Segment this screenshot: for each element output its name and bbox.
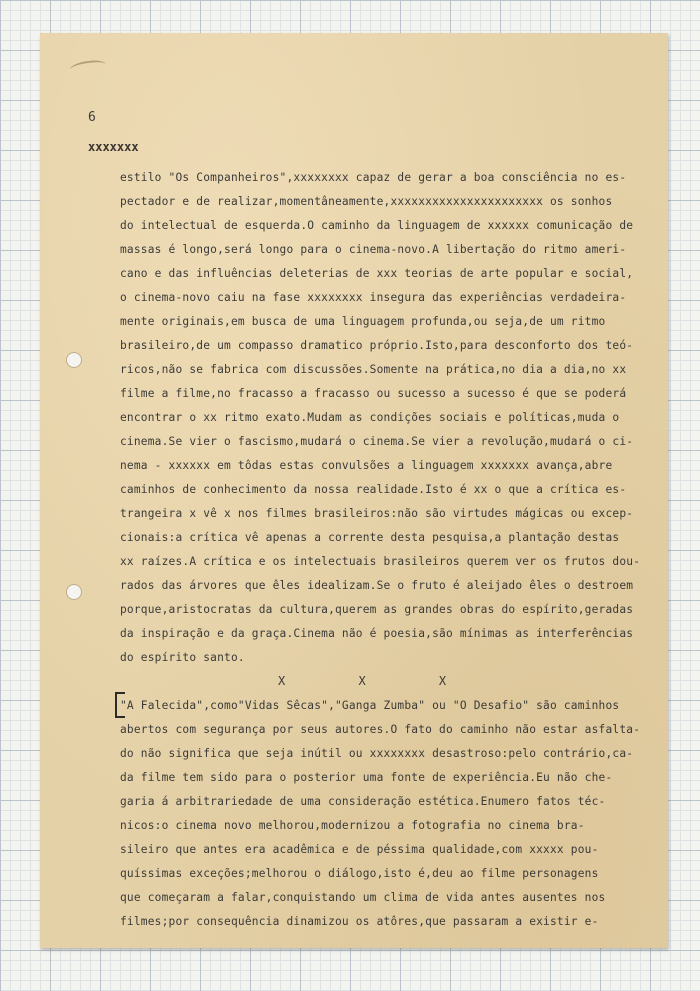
text-line: cano e das influências deleterias de xxx teorias de arte popular e social, [120,267,634,280]
text-line: cionais:a crítica vê apenas a corrente desta pesquisa,a plantação destas [120,531,620,544]
text-line: estilo "Os Companheiros",xxxxxxxx capaz de gerar a boa consciência no es- [120,171,627,184]
text-line: cinema.Se vier o fascismo,mudará o cinema.Se vier a revolução,mudará o ci- [120,435,634,448]
text-line: brasileiro,de um compasso dramatico próprio.Isto,para desconforto dos teó- [120,339,634,352]
text-line: da inspiração e da graça.Cinema não é poesia,são mínimas as interferências [120,627,634,640]
text-line: porque,aristocratas da cultura,querem as grandes obras do espírito,geradas [120,603,634,616]
text-line: quíssimas exceções;melhorou o diálogo,isto é,deu ao filme personagens [120,867,599,880]
text-line: do espírito santo. [120,651,245,664]
text-line: sileiro que antes era acadêmica e de péssima qualidade,com xxxxx pou- [120,843,599,856]
text-line: xx raízes.A crítica e os intelectuais brasileiros querem ver os frutos dou- [120,555,641,568]
text-line: rados das árvores que êles idealizam.Se o fruto é aleijado êles o destroem [120,579,634,592]
text-line: abertos com segurança por seus autores.O fato do caminho não estar asfalta- [120,723,641,736]
section-separator: X X X [278,674,449,688]
text-line: do intelectual de esquerda.O caminho da linguagem de xxxxxx comunicação de [120,219,634,232]
text-line: caminhos de conhecimento da nossa realidade.Isto é xx o que a crítica es- [120,483,627,496]
text-line: massas é longo,será longo para o cinema-novo.A libertação do ritmo ameri- [120,243,627,256]
struck-heading: xxxxxxx [88,140,139,154]
text-line: o cinema-novo caiu na fase xxxxxxxx insegura das experiências verdadeira- [120,291,627,304]
text-line: do não significa que seja inútil ou xxxxxxxx desastroso:pelo contrário,ca- [120,747,634,760]
text-line: filme a filme,no fracasso a fracasso ou sucesso a sucesso é que se poderá [120,387,627,400]
text-line: garia á arbitrariedade de uma consideração estética.Enumero fatos téc- [120,795,606,808]
text-line: nicos:o cinema novo melhorou,modernizou a fotografia no cinema bra- [120,819,585,832]
text-line: filmes;por consequência dinamizou os atôres,que passaram a existir e- [120,915,599,928]
text-line: "A Falecida",como"Vidas Sêcas","Ganga Zumba" ou "O Desafio" são caminhos [120,699,620,712]
text-line: que começaram a falar,conquistando um clima de vida antes ausentes nos [120,891,606,904]
page-number: 6 [88,110,96,125]
text-line: ricos,não se fabrica com discussões.Somente na prática,no dia a dia,no xx [120,363,627,376]
text-line: trangeira x vê x nos filmes brasileiros:não são virtudes mágicas ou excep- [120,507,634,520]
text-line: encontrar o xx ritmo exato.Mudam as condições sociais e políticas,muda o [120,411,620,424]
text-line: mente originais,em busca de uma linguagem profunda,ou seja,de um ritmo [120,315,606,328]
text-line: da filme tem sido para o posterior uma fonte de experiência.Eu não che- [120,771,613,784]
text-line: pectador e de realizar,momentâneamente,xxxxxxxxxxxxxxxxxxxxxx os sonhos [120,195,613,208]
text-line: nema - xxxxxx em tôdas estas convulsões a linguagem xxxxxxx avança,abre [120,459,613,472]
